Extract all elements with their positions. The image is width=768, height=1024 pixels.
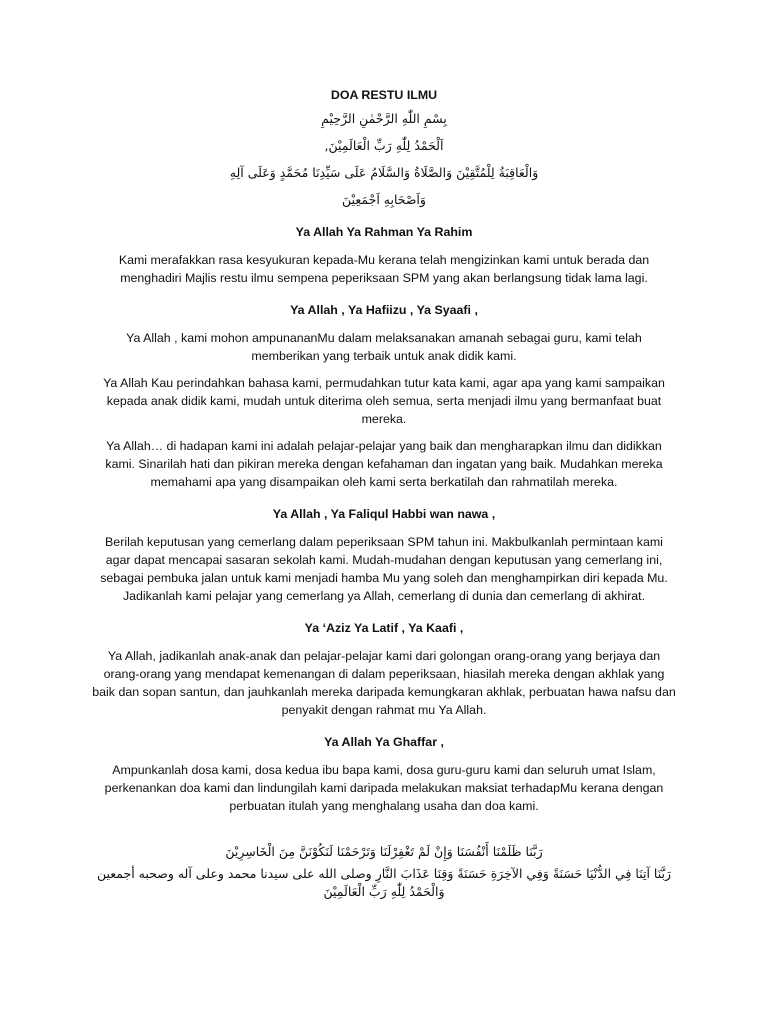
section-paragraph: Kami merafakkan rasa kesyukuran kepada-Mu kerana telah mengizinkan kami untuk berada dan menghadiri Majlis restu ilmu sempena peperiksaan SPM yang akan berlangsung tidak lama lagi. — [118, 253, 650, 285]
opening-arabic-block — [92, 110, 676, 209]
section-heading: Ya Allah , Ya Hafiizu , Ya Syaafi , — [290, 303, 478, 317]
section-paragraph: Ya Allah, jadikanlah anak-anak dan pelajar-pelajar kami dari golongan orang-orang yang berjaya dan orang-orang yang mendapat kemenangan di dalam peperiksaan, hiasilah mereka dengan akhlak yang baik dan sopan santun, dan jauhkanlah mereka daripada kemungkaran akhlak, perbuatan hawa nafsu dan penyakit dengan rahmat mu Ya Allah. — [92, 649, 676, 717]
section-paragraph: Ya Allah , kami mohon ampunananMu dalam melaksanakan amanah sebagai guru, kami telah memberikan yang terbaik untuk anak didik kami. — [126, 331, 642, 363]
salawat-line: وَالْعَاقِبَةُ لِلْمُتَّقِيْنَ وَالصَّلَاةُ وَالسَّلَامُ عَلَى سَيِّدِنَا مُحَمَّدٍ وَعَلَى آلِهِ — [229, 165, 539, 180]
basmalah-line: بِسْمِ اللّٰهِ الرَّحْمٰنِ الرَّحِيْمِ — [321, 111, 447, 126]
section-2 — [92, 301, 676, 491]
hamdalah-line: اَلْحَمْدُ لِلّٰهِ رَبِّ الْعَالَمِيْنَ, — [324, 138, 444, 153]
section-4 — [92, 619, 676, 719]
salawat-closing-line: وَاَصْحَابِهِ اَجْمَعِيْنَ — [342, 192, 426, 207]
section-heading: Ya ‘Aziz Ya Latif , Ya Kaafi , — [304, 621, 464, 635]
section-5 — [92, 733, 676, 815]
section-3 — [92, 505, 676, 605]
section-paragraph: Ampunkanlah dosa kami, dosa kedua ibu bapa kami, dosa guru-guru kami dan seluruh umat Islam, perkenankan doa kami dan lindungilah kami daripada melakukan maksiat terhadapMu kerana dengan perbuatan itulah yang menghalang usaha dan doa kami. — [104, 763, 664, 813]
section-1 — [92, 223, 676, 287]
closing-prayer-line: رَبَّنَا آتِنَا فِي الدُّنْيَا حَسَنَةً وَفِي الآخِرَةِ حَسَنَةً وَقِنَا عَذَابَ النَّارِ وصلى الله على سيدنا محمد وعلى آله وصحبه أجمعين وَالْحَمْدُ لِلّٰهِ رَبِّ الْعَالَمِيْنَ — [96, 866, 672, 899]
section-heading: Ya Allah , Ya Faliqul Habbi wan nawa , — [272, 507, 496, 521]
section-paragraph: Ya Allah… di hadapan kami ini adalah pelajar-pelajar yang baik dan mengharapkan ilmu dan didikkan kami. Sinarilah hati dan pikiran mereka dengan kefahaman dan ingatan yang baik. Mudahkan mereka memahami apa yang disampaikan oleh kami serta berkatilah dan rahmatilah mereka. — [105, 439, 663, 489]
section-paragraph: Ya Allah Kau perindahkan bahasa kami, permudahkan tutur kata kami, agar apa yang kami sampaikan kepada anak didik kami, mudah untuk diterima oleh semua, serta menjadi ilmu yang bermanfaat buat mereka. — [103, 376, 665, 426]
section-heading: Ya Allah Ya Ghaffar , — [324, 735, 444, 749]
closing-arabic-block — [92, 843, 676, 901]
document-title: DOA RESTU ILMU — [330, 88, 438, 102]
closing-prayer-line: رَبَّنَا ظَلَمْنَا أَنْفُسَنَا وَإِنْ لَمْ تَغْفِرْلَنَا وَتَرْحَمْنَا لَنَكُوْنَنَّ مِنَ الْخَاسِرِيْنَ — [225, 844, 543, 859]
document-page — [92, 86, 676, 905]
section-paragraph: Berilah keputusan yang cemerlang dalam peperiksaan SPM tahun ini. Makbulkanlah permintaan kami agar dapat mencapai sasaran sekolah kami. Mudah-mudahan dengan keputusan yang cemerlang ini, sebagai pembuka jalan untuk kami menjadi hamba Mu yang soleh dan menghampirkan diri kepada Mu. Jadikanlah kami pelajar yang cemerlang ya Allah, cemerlang di dunia dan cemerlang di akhirat. — [100, 535, 668, 603]
section-heading: Ya Allah Ya Rahman Ya Rahim — [295, 225, 473, 239]
